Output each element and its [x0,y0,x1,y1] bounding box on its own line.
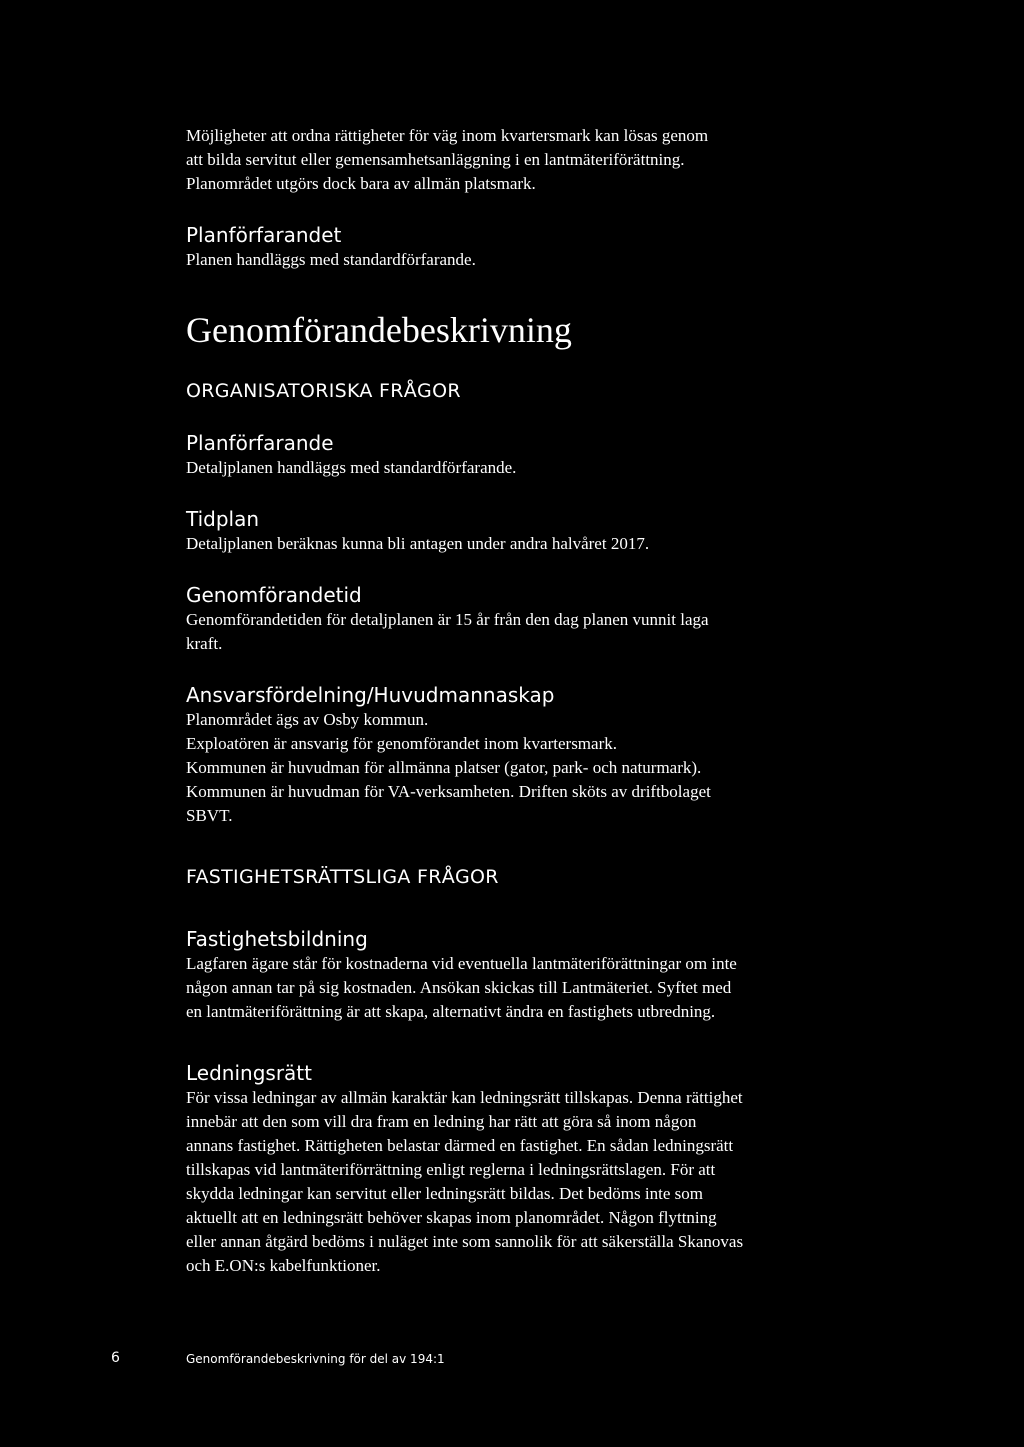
heading-genomforandetid: Genomförandetid [186,583,362,607]
page-title: Genomförandebeskrivning [186,310,572,350]
heading-organisatoriska: ORGANISATORISKA FRÅGOR [186,380,461,402]
intro-line: Planområdet utgörs dock bara av allmän platsmark. [186,174,536,193]
page-content [186,124,846,1278]
footer-title: Genomförandebeskrivning för del av 194:1 [186,1352,445,1366]
fastighetsbildning-line: en lantmäteriförättning är att skapa, alternativt ändra en fastighets utbredning. [186,1002,716,1021]
fastighetsbildning-line: Lagfaren ägare står för kostnaderna vid eventuella lantmäteriförättningar om inte [186,954,737,973]
heading-planforfarandet: Planförfarandet [186,223,342,247]
ledningsratt-line: och E.ON:s kabelfunktioner. [186,1256,381,1275]
intro-line: att bilda servitut eller gemensamhetsanläggning i en lantmäteriförättning. [186,150,685,169]
ledningsratt-line: annans fastighet. Rättigheten belastar därmed en fastighet. En sådan ledningsrätt [186,1136,734,1155]
ansvar-line: Planområdet ägs av Osby kommun. [186,710,429,729]
ansvar-line: SBVT. [186,806,233,825]
genomforandetid-line: kraft. [186,634,223,653]
ansvar-line: Exploatören är ansvarig för genomförandet inom kvartersmark. [186,734,617,753]
planforfarandet-text: Planen handläggs med standardförfarande. [186,250,476,269]
ledningsratt-line: innebär att den som vill dra fram en ledning har rätt att göra så inom någon [186,1112,697,1131]
ledningsratt-line: tillskapas vid lantmäteriförrättning enligt reglerna i ledningsrättslagen. För att [186,1160,716,1179]
tidplan-text: Detaljplanen beräknas kunna bli antagen under andra halvåret 2017. [186,534,650,553]
page-number: 6 [111,1350,120,1366]
heading-fastighetsrattsliga: FASTIGHETSRÄTTSLIGA FRÅGOR [186,866,499,888]
ledningsratt-line: eller annan åtgärd bedöms i nuläget inte som sannolik för att säkerställa Skanovas [186,1232,744,1251]
ansvar-line: Kommunen är huvudman för allmänna platser (gator, park- och naturmark). [186,758,702,777]
intro-line: Möjligheter att ordna rättigheter för väg inom kvartersmark kan lösas genom [186,126,709,145]
ledningsratt-line: skydda ledningar kan servitut eller ledningsrätt bildas. Det bedöms inte som [186,1184,703,1203]
fastighetsbildning-line: någon annan tar på sig kostnaden. Ansökan skickas till Lantmäteriet. Syftet med [186,978,732,997]
ansvar-line: Kommunen är huvudman för VA-verksamheten. Driften sköts av driftbolaget [186,782,711,801]
heading-fastighetsbildning: Fastighetsbildning [186,927,368,951]
ledningsratt-line: För vissa ledningar av allmän karaktär kan ledningsrätt tillskapas. Denna rättighet [186,1088,743,1107]
ledningsratt-line: aktuellt att en ledningsrätt behöver skapas inom planområdet. Någon flyttning [186,1208,717,1227]
planforfarande-text: Detaljplanen handläggs med standardförfarande. [186,458,517,477]
heading-planforfarande: Planförfarande [186,431,334,455]
heading-tidplan: Tidplan [186,507,260,531]
heading-ansvarsfordelning: Ansvarsfördelning/Huvudmannaskap [186,683,555,707]
heading-ledningsratt: Ledningsrätt [186,1061,312,1085]
genomforandetid-line: Genomförandetiden för detaljplanen är 15 år från den dag planen vunnit laga [186,610,709,629]
